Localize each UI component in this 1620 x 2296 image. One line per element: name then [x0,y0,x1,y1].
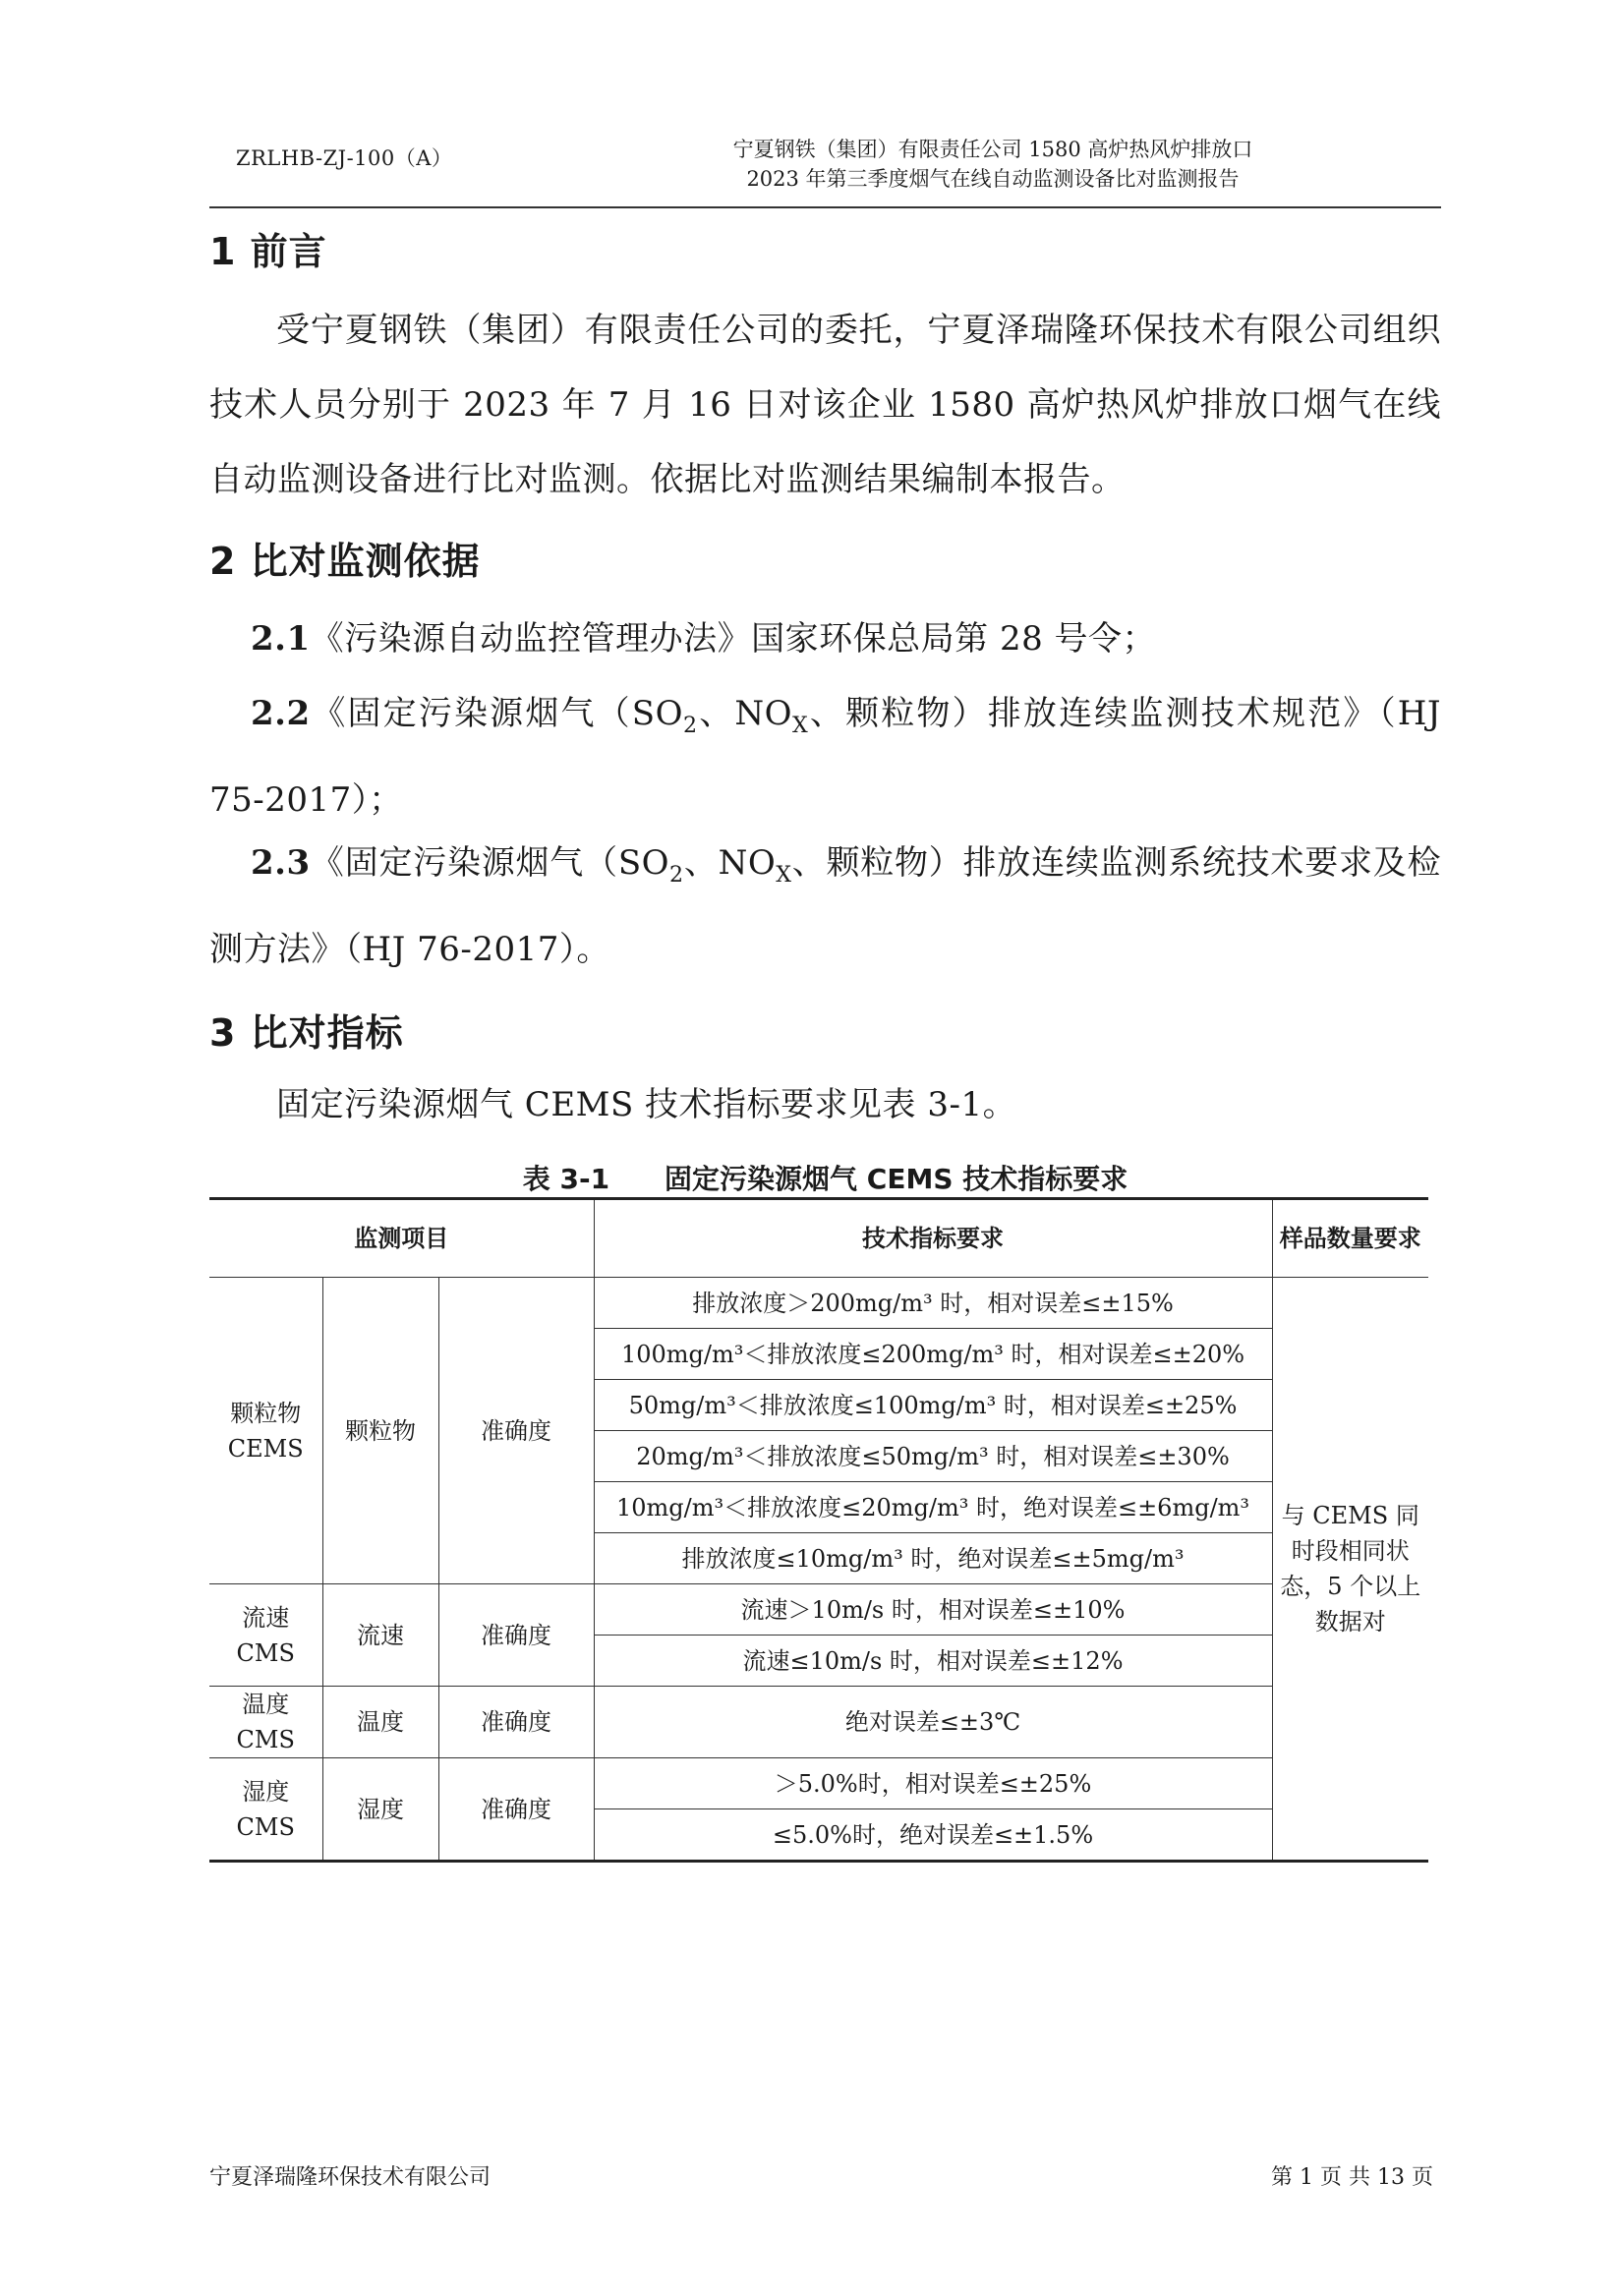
subscript: X [792,712,809,738]
humidity-type: 准确度 [438,1758,594,1862]
basis-item-number: 2.3 [251,843,311,883]
section-1-heading: 1 前言 [209,230,327,273]
pm-requirement: 排放浓度≤10mg/m³ 时，绝对误差≤±5mg/m³ [594,1533,1272,1584]
pm-requirement: 排放浓度＞200mg/m³ 时，相对误差≤±15% [594,1278,1272,1329]
header-tech-requirement: 技术指标要求 [594,1199,1272,1278]
report-header [550,135,1435,194]
cems-spec-table [209,1197,1428,1863]
header-rule [209,206,1441,208]
table-row [209,1584,1428,1636]
pm-item: 颗粒物 [322,1278,438,1584]
temp-category: 温度CMS [209,1687,322,1758]
table-row [209,1758,1428,1809]
basis-item-2-2 [209,676,1441,837]
pm-requirement: 20mg/m³＜排放浓度≤50mg/m³ 时，相对误差≤±30% [594,1431,1272,1482]
subscript: 2 [682,712,698,738]
flow-type: 准确度 [438,1584,594,1687]
sample-requirement: 与 CEMS 同时段相同状态，5 个以上数据对 [1272,1278,1428,1862]
pm-requirement: 50mg/m³＜排放浓度≤100mg/m³ 时，相对误差≤±25% [594,1380,1272,1431]
basis-item-text: 《固定污染源烟气（SO [310,694,683,733]
subscript: 2 [668,861,684,888]
pm-type: 准确度 [438,1278,594,1584]
section-1-paragraph: 受宁夏钢铁（集团）有限责任公司的委托，宁夏泽瑞隆环保技术有限公司组织技术人员分别于 2023 年 7 月 16 日对该企业 1580 高炉热风炉排放口烟气在线自动监测设备进行比对监测。依据比对监测结果编制本报告。 [209,311,1441,499]
section-3-paragraph: 固定污染源烟气 CEMS 技术指标要求见表 3-1。 [276,1085,1017,1124]
header-monitoring-item: 监测项目 [209,1199,594,1278]
basis-item-2-1 [209,602,1441,676]
flow-category: 流速CMS [209,1584,322,1687]
pm-requirement: 100mg/m³＜排放浓度≤200mg/m³ 时，相对误差≤±20% [594,1329,1272,1380]
table-header-row [209,1199,1428,1278]
flow-requirement: 流速≤10m/s 时，相对误差≤±12% [594,1636,1272,1687]
temp-type: 准确度 [438,1687,594,1758]
temp-requirement: 绝对误差≤±3℃ [594,1687,1272,1758]
basis-item-text: 《污染源自动监控管理办法》国家环保总局第 28 号令； [310,619,1157,659]
subscript: X [776,861,792,888]
table-row [209,1687,1428,1758]
basis-item-text: 、NO [697,694,793,733]
basis-item-number: 2.1 [251,619,311,659]
section-3-heading: 3 比对指标 [209,1011,404,1055]
table-caption: 表 3-1 固定污染源烟气 CEMS 技术指标要求 [522,1163,1128,1195]
basis-item-text: 、NO [683,843,777,883]
basis-item-text: 、颗粒物）排放连续监测系统技术要求及检测方法》（HJ 76-2017）。 [209,843,1441,969]
humidity-item: 湿度 [322,1758,438,1862]
pm-requirement: 10mg/m³＜排放浓度≤20mg/m³ 时，绝对误差≤±6mg/m³ [594,1482,1272,1533]
basis-item-text: 《固定污染源烟气（SO [310,843,669,883]
flow-item: 流速 [322,1584,438,1687]
humidity-category: 湿度CMS [209,1758,322,1862]
header-title-line1: 宁夏钢铁（集团）有限责任公司 1580 高炉热风炉排放口 [732,138,1253,161]
temp-item: 温度 [322,1687,438,1758]
page-number: 第 1 页 共 13 页 [1271,2165,1433,2190]
basis-item-2-3 [209,826,1441,987]
humidity-requirement: ＞5.0%时，相对误差≤±25% [594,1758,1272,1809]
flow-requirement: 流速＞10m/s 时，相对误差≤±10% [594,1584,1272,1636]
section-2-heading: 2 比对监测依据 [209,540,481,583]
humidity-requirement: ≤5.0%时，绝对误差≤±1.5% [594,1809,1272,1862]
header-title-line2: 2023 年第三季度烟气在线自动监测设备比对监测报告 [746,167,1240,191]
basis-item-text: 、颗粒物）排放连续监测技术规范》（HJ 75-2017）； [209,694,1442,820]
header-sample-requirement: 样品数量要求 [1272,1199,1428,1278]
pm-category: 颗粒物CEMS [209,1278,322,1584]
document-code: ZRLHB-ZJ-100（A） [236,146,453,170]
table-row [209,1278,1428,1329]
footer-company: 宁夏泽瑞隆环保技术有限公司 [209,2165,492,2190]
basis-item-number: 2.2 [251,694,311,733]
